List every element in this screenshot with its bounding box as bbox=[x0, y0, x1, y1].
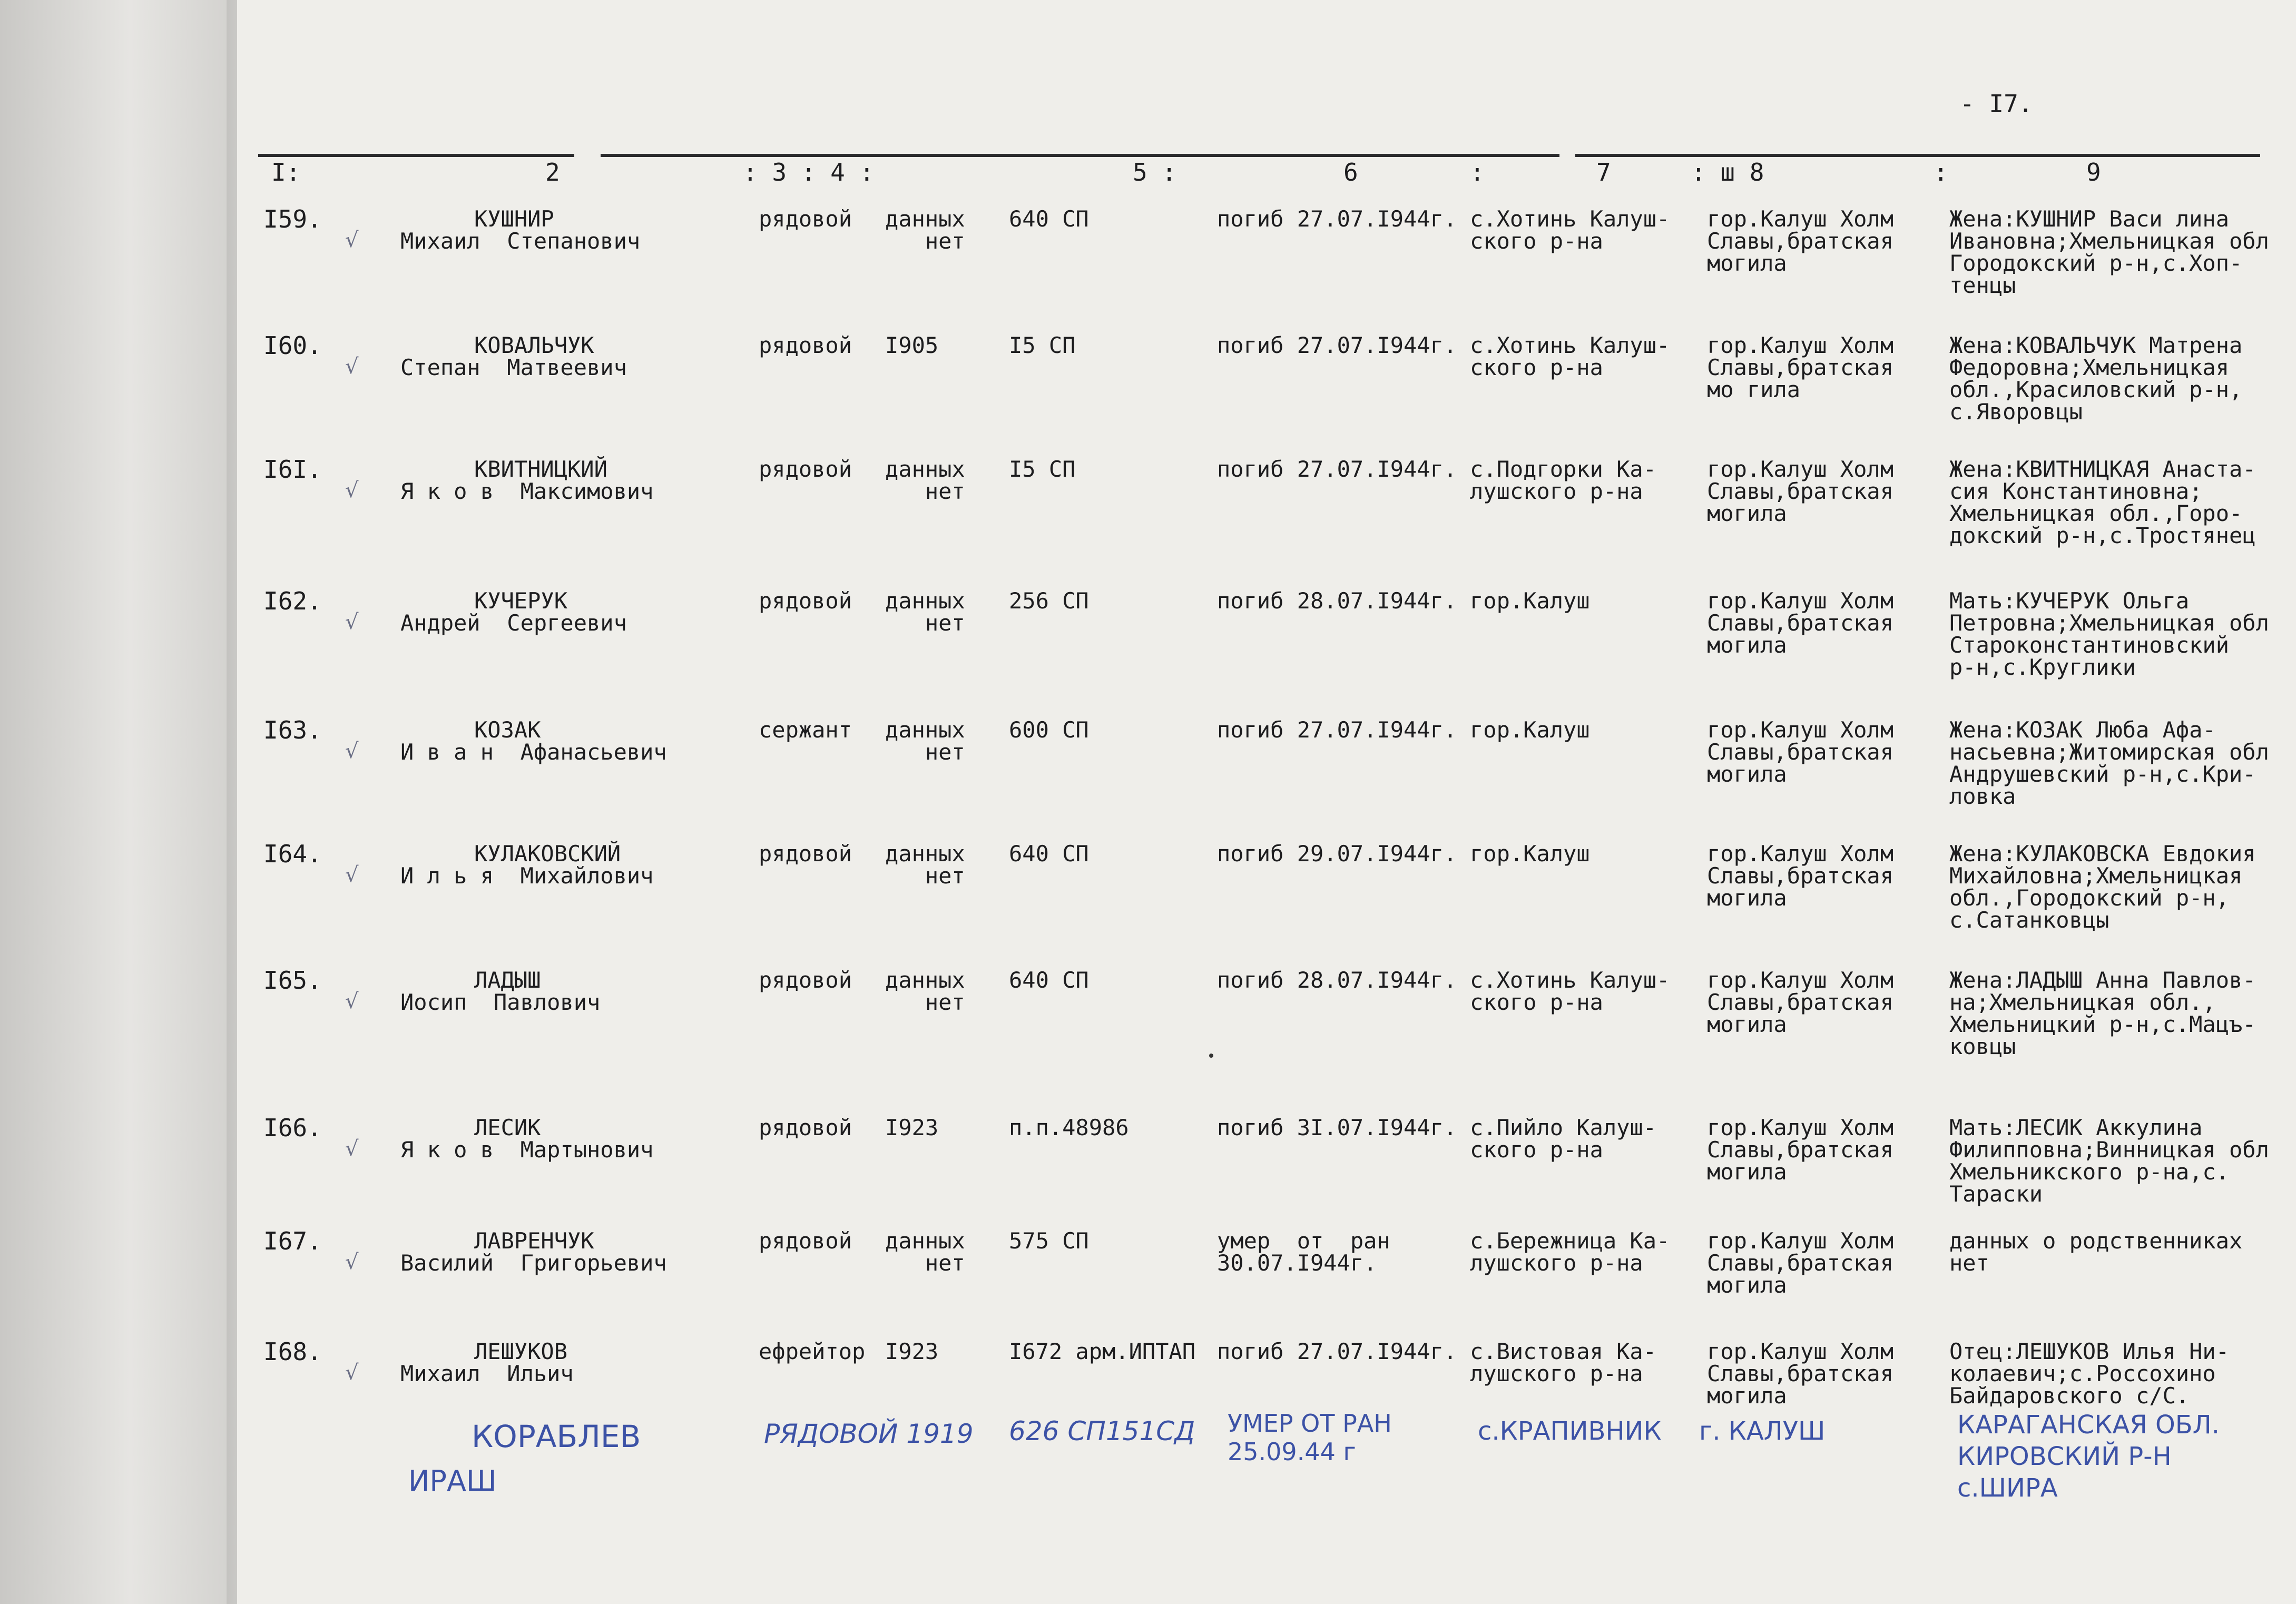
handwritten-death-date: УМЕР ОТ РАН 25.09.44 г bbox=[1228, 1409, 1392, 1466]
death-place: с.Хотинь Калуш- ского р-на bbox=[1470, 206, 1670, 254]
surname: КУЛАКОВСКИЙ bbox=[474, 841, 621, 867]
column-header: 7 bbox=[1596, 158, 1611, 186]
surname: ЛАВРЕНЧУК bbox=[474, 1228, 594, 1254]
record-number: I66. bbox=[263, 1114, 322, 1142]
surname: КУЧЕРУК bbox=[474, 588, 568, 614]
rank: рядовой bbox=[759, 456, 852, 482]
burial-place: гор.Калуш Холм Славы,братская могила bbox=[1707, 1339, 1894, 1409]
death-place: гор.Калуш bbox=[1470, 588, 1590, 614]
column-header: 9 bbox=[2086, 158, 2101, 186]
column-header: : bbox=[1470, 158, 1485, 186]
checkmark-icon: √ bbox=[345, 739, 359, 763]
death-date: погиб 29.07.I944г. bbox=[1217, 841, 1457, 867]
unit: 600 СП bbox=[1009, 717, 1089, 743]
unit: 640 СП bbox=[1009, 206, 1089, 232]
death-date: погиб 27.07.I944г. bbox=[1217, 206, 1457, 232]
handwritten-surname: КОРАБЛЕВ bbox=[472, 1419, 641, 1454]
given-name: И л ь я Михайлович bbox=[400, 863, 654, 889]
birth-year: данных нет bbox=[885, 841, 965, 889]
birth-year: данных нет bbox=[885, 456, 965, 504]
death-date: погиб 28.07.I944г. bbox=[1217, 967, 1457, 993]
checkmark-icon: √ bbox=[345, 1250, 359, 1274]
checkmark-icon: √ bbox=[345, 610, 359, 634]
given-name: Василий Григорьевич bbox=[400, 1250, 667, 1276]
birth-year: данных нет bbox=[885, 588, 965, 636]
surname: КОВАЛЬЧУК bbox=[474, 332, 594, 358]
death-place: с.Бережница Ка- лушского р-на bbox=[1470, 1228, 1670, 1276]
death-date: погиб 3I.07.I944г. bbox=[1217, 1115, 1457, 1140]
handwritten-death-place: с.КРАПИВНИК bbox=[1478, 1416, 1662, 1446]
relatives: Мать:КУЧЕРУК Ольга Петровна;Хмельницкая обл Староконстантиновский р-н,с.Круглики bbox=[1949, 588, 2269, 680]
death-place: гор.Калуш bbox=[1470, 841, 1590, 867]
birth-year: I923 bbox=[885, 1339, 939, 1364]
death-date: погиб 27.07.I944г. bbox=[1217, 332, 1457, 358]
surname: КВИТНИЦКИЙ bbox=[474, 456, 607, 482]
unit: 256 СП bbox=[1009, 588, 1089, 614]
burial-place: гор.Калуш Холм Славы,братская могила bbox=[1707, 841, 1894, 911]
ink-dot bbox=[1209, 1054, 1213, 1058]
header-rule bbox=[1575, 154, 2260, 157]
rank: рядовой bbox=[759, 332, 852, 358]
record-number: I6I. bbox=[263, 455, 322, 484]
death-date: погиб 28.07.I944г. bbox=[1217, 588, 1457, 614]
unit: п.п.48986 bbox=[1009, 1115, 1129, 1140]
relatives: Жена:КУЛАКОВСКА Евдокия Михайловна;Хмельницкая обл.,Городокский р-н, с.Сатанковцы bbox=[1949, 841, 2256, 933]
death-place: с.Пийло Калуш- ского р-на bbox=[1470, 1115, 1657, 1163]
rank: рядовой bbox=[759, 841, 852, 867]
burial-place: гор.Калуш Холм Славы,братская мо гила bbox=[1707, 332, 1894, 402]
given-name: Михаил Ильич bbox=[400, 1361, 574, 1386]
header-rule bbox=[258, 154, 574, 157]
header-rule bbox=[601, 154, 1559, 157]
death-place: с.Хотинь Калуш- ского р-на bbox=[1470, 332, 1670, 380]
record-number: I67. bbox=[263, 1227, 322, 1255]
birth-year: I923 bbox=[885, 1115, 939, 1140]
relatives: Мать:ЛЕСИК Аккулина Филипповна;Винницкая обл Хмельникского р-на,с. Тараски bbox=[1949, 1115, 2269, 1207]
birth-year: данных нет bbox=[885, 717, 965, 765]
burial-place: гор.Калуш Холм Славы,братская могила bbox=[1707, 967, 1894, 1037]
handwritten-relatives: КАРАГАНСКАЯ ОБЛ. КИРОВСКИЙ Р-Н с.ШИРА bbox=[1957, 1410, 2220, 1503]
rank: ефрейтор bbox=[759, 1339, 866, 1364]
relatives: Жена:КОЗАК Люба Афа- насьевна;Житомирская обл Андрушевский р-н,с.Кри- ловка bbox=[1949, 717, 2269, 809]
handwritten-unit: 626 СП151СД bbox=[1009, 1416, 1195, 1446]
birth-year: I905 bbox=[885, 332, 939, 358]
surname: КОЗАК bbox=[474, 717, 541, 743]
death-place: с.Подгорки Ка- лушского р-на bbox=[1470, 456, 1657, 504]
surname: ЛЕСИК bbox=[474, 1115, 541, 1140]
checkmark-icon: √ bbox=[345, 228, 359, 252]
death-place: с.Вистовая Ка- лушского р-на bbox=[1470, 1339, 1657, 1386]
death-place: гор.Калуш bbox=[1470, 717, 1590, 743]
unit: I672 арм.ИПТАП bbox=[1009, 1339, 1196, 1364]
unit: 640 СП bbox=[1009, 841, 1089, 867]
record-number: I62. bbox=[263, 587, 322, 615]
burial-place: гор.Калуш Холм Славы,братская могила bbox=[1707, 717, 1894, 787]
rank: рядовой bbox=[759, 206, 852, 232]
column-header: I: bbox=[271, 158, 301, 186]
record-number: I59. bbox=[263, 205, 322, 233]
birth-year: данных нет bbox=[885, 206, 965, 254]
rank: сержант bbox=[759, 717, 852, 743]
handwritten-given-name: ИРАШ bbox=[408, 1464, 497, 1498]
death-date: погиб 27.07.I944г. bbox=[1217, 717, 1457, 743]
checkmark-icon: √ bbox=[345, 1137, 359, 1161]
birth-year: данных нет bbox=[885, 1228, 965, 1276]
record-number: I60. bbox=[263, 331, 322, 360]
relatives: Жена:КУШНИР Васи лина Ивановна;Хмельницкая обл Городокский р-н,с.Хоп- тенцы bbox=[1949, 206, 2269, 298]
checkmark-icon: √ bbox=[345, 478, 359, 503]
rank: рядовой bbox=[759, 1115, 852, 1140]
burial-place: гор.Калуш Холм Славы,братская могила bbox=[1707, 1228, 1894, 1298]
relatives: Жена:КОВАЛЬЧУК Матрена Федоровна;Хмельницкая обл.,Красиловский р-н, с.Яворовцы bbox=[1949, 332, 2243, 425]
surname: ЛЕШУКОВ bbox=[474, 1339, 568, 1364]
unit: I5 СП bbox=[1009, 332, 1076, 358]
column-header: : bbox=[1934, 158, 1948, 186]
column-header: 5 : bbox=[1133, 158, 1177, 186]
relatives: Жена:ЛАДЫШ Анна Павлов- на;Хмельницкая обл., Хмельницкий р-н,с.Мацъ- ковцы bbox=[1949, 967, 2256, 1059]
checkmark-icon: √ bbox=[345, 355, 359, 379]
relatives: данных о родственниках нет bbox=[1949, 1228, 2243, 1276]
rank: рядовой bbox=[759, 588, 852, 614]
relatives: Жена:КВИТНИЦКАЯ Анаста- сия Константиновна; Хмельницкая обл.,Горо- докский р-н,с.Тростянец bbox=[1949, 456, 2256, 548]
column-header-row bbox=[0, 158, 2296, 190]
page-number: - I7. bbox=[1960, 90, 2033, 118]
checkmark-icon: √ bbox=[345, 989, 359, 1013]
relatives: Отец:ЛЕШУКОВ Илья Ни- колаевич;с.Россохино Байдаровского с/С. bbox=[1949, 1339, 2230, 1409]
record-number: I65. bbox=[263, 966, 322, 995]
given-name: Иосип Павлович bbox=[400, 989, 601, 1015]
unit: 640 СП bbox=[1009, 967, 1089, 993]
surname: КУШНИР bbox=[474, 206, 554, 232]
burial-place: гор.Калуш Холм Славы,братская могила bbox=[1707, 206, 1894, 276]
given-name: Степан Матвеевич bbox=[400, 355, 627, 380]
burial-place: гор.Калуш Холм Славы,братская могила bbox=[1707, 588, 1894, 658]
record-number: I68. bbox=[263, 1337, 322, 1366]
death-date: погиб 27.07.I944г. bbox=[1217, 456, 1457, 482]
death-date: погиб 27.07.I944г. bbox=[1217, 1339, 1457, 1364]
checkmark-icon: √ bbox=[345, 863, 359, 887]
column-header: : 3 : 4 : bbox=[743, 158, 875, 186]
rank: рядовой bbox=[759, 1228, 852, 1254]
rank: рядовой bbox=[759, 967, 852, 993]
given-name: Я к о в Мартынович bbox=[400, 1137, 654, 1163]
checkmark-icon: √ bbox=[345, 1361, 359, 1385]
death-date: умер от ран 30.07.I944г. bbox=[1217, 1228, 1390, 1276]
burial-place: гор.Калуш Холм Славы,братская могила bbox=[1707, 456, 1894, 526]
handwritten-burial-place: г. КАЛУШ bbox=[1699, 1416, 1826, 1446]
burial-place: гор.Калуш Холм Славы,братская могила bbox=[1707, 1115, 1894, 1185]
column-header: 2 bbox=[545, 158, 560, 186]
column-header: 6 bbox=[1343, 158, 1358, 186]
unit: I5 СП bbox=[1009, 456, 1076, 482]
unit: 575 СП bbox=[1009, 1228, 1089, 1254]
column-header: : ш 8 bbox=[1691, 158, 1764, 186]
given-name: Михаил Степанович bbox=[400, 228, 641, 254]
death-place: с.Хотинь Калуш- ского р-на bbox=[1470, 967, 1670, 1015]
handwritten-rank-year: РЯДОВОЙ 1919 bbox=[764, 1419, 974, 1449]
birth-year: данных нет bbox=[885, 967, 965, 1015]
given-name: Андрей Сергеевич bbox=[400, 610, 627, 636]
surname: ЛАДЫШ bbox=[474, 967, 541, 993]
record-number: I64. bbox=[263, 840, 322, 868]
record-number: I63. bbox=[263, 716, 322, 744]
book-binding bbox=[0, 0, 237, 1604]
given-name: Я к о в Максимович bbox=[400, 478, 654, 504]
given-name: И в а н Афанасьевич bbox=[400, 739, 667, 765]
